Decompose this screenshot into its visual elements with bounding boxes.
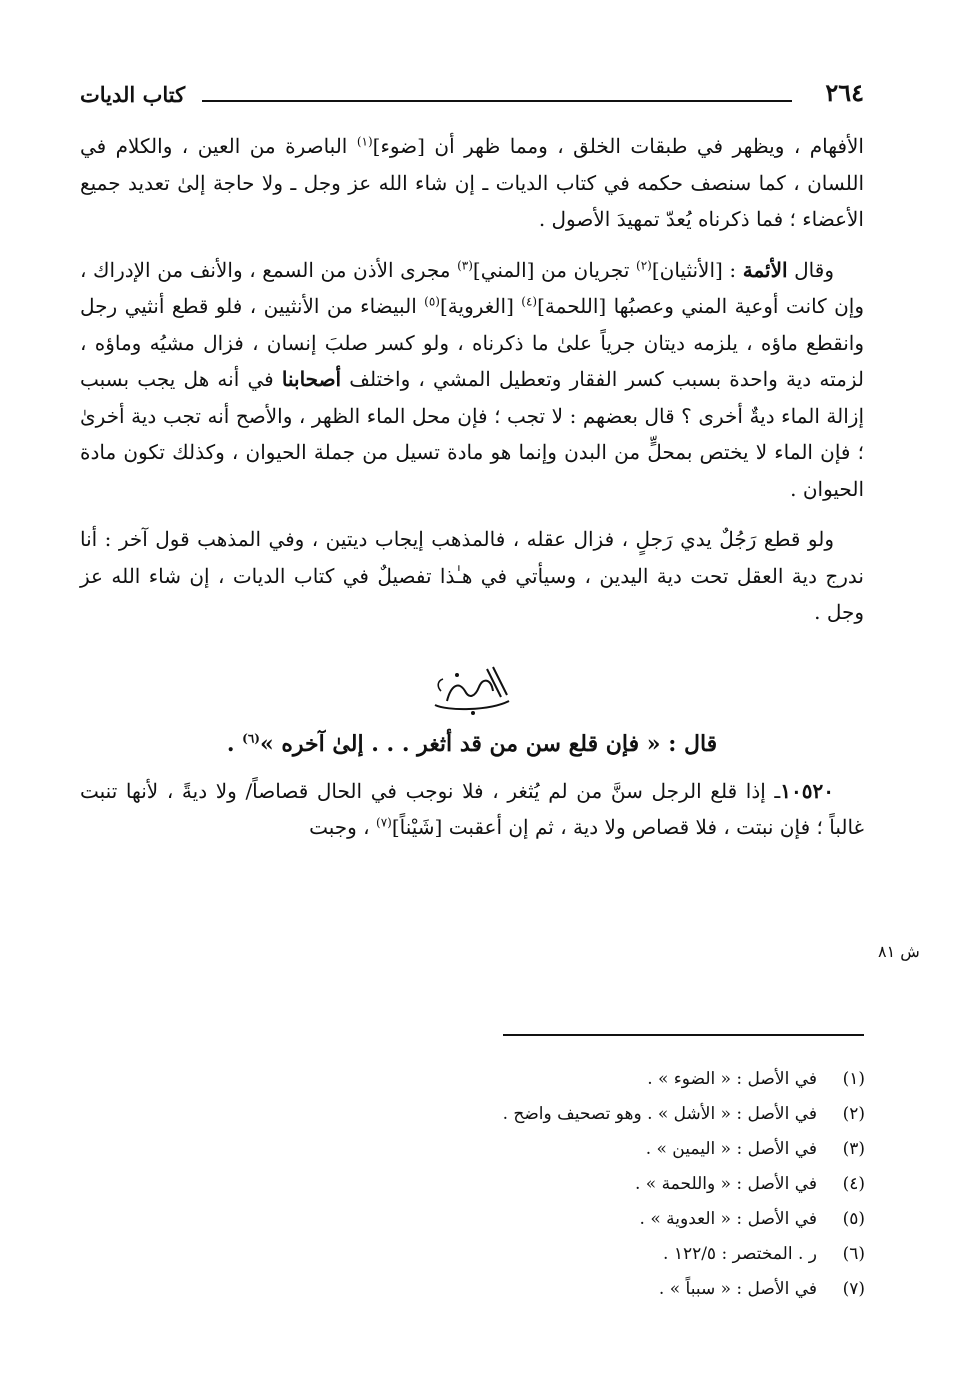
text-run: الأفهام ، ويظهر في طبقات الخلق ، ومما ظهر أن [ضوء] <box>372 134 864 158</box>
footnote <box>165 1167 865 1202</box>
footnote-ref: (٥) <box>424 294 440 309</box>
footnote-text: في الأصل : « واللحمة » . <box>634 1174 817 1194</box>
paragraph-2 <box>80 252 864 508</box>
page-header <box>80 78 864 114</box>
footnote-text: في الأصل : « الأشل » . وهو تصحيف واضح . <box>502 1104 817 1124</box>
section-heading <box>80 727 864 761</box>
text-run: وقال <box>787 257 834 282</box>
footnote-number: (٦) <box>842 1244 865 1264</box>
footnote-ref: (١) <box>356 134 373 149</box>
footnote-number: (٧) <box>842 1279 865 1299</box>
footnote-text: في الأصل : « سبباً » . <box>658 1279 817 1299</box>
header-rule <box>202 100 792 102</box>
footnote <box>165 1097 865 1132</box>
footnote-ref: (٤) <box>521 294 538 309</box>
paragraph-number: ١٠٥٢٠ <box>780 778 835 803</box>
footnote-text: في الأصل : « اليمين » . <box>645 1139 817 1159</box>
footnote-ref: (٦) <box>242 731 260 746</box>
footnote-number: (٣) <box>842 1139 865 1159</box>
footnote-text: في الأصل : « العدوية » . <box>639 1209 817 1229</box>
main-text <box>80 128 864 846</box>
footnote-number: (١) <box>842 1069 865 1089</box>
section-heading-text: قال : « فإن قلع سن من قد أثغر . . . إلىٰ آخره » <box>259 730 718 757</box>
bold-term: أصحابنا <box>281 367 342 391</box>
footnote <box>165 1132 865 1167</box>
footnote-text: في الأصل : « الضوء » . <box>647 1069 817 1089</box>
footnote-ref: (٧) <box>376 815 392 830</box>
bold-term: الأئمة <box>742 257 788 282</box>
footnote-number: (٤) <box>842 1174 865 1194</box>
footnote-number: (٢) <box>842 1104 865 1124</box>
footnote-ref: (٣) <box>457 257 473 272</box>
footnotes-rule <box>503 1034 864 1036</box>
margin-note: ش ٨١ <box>878 942 920 961</box>
paragraph-text-end: ، وجبت <box>309 815 376 839</box>
text-run: تجريان من [المني] <box>472 257 636 282</box>
section-ornament <box>80 661 864 721</box>
footnote <box>165 1272 865 1307</box>
footnote <box>165 1237 865 1272</box>
paragraph-3 <box>80 521 864 631</box>
text-run: مجرى الأذن من السمع ، والأنف من الإدراك ، وإن كانت أوعية المني وعصبُها [اللحمة] <box>80 257 864 318</box>
numbered-paragraph <box>80 773 864 846</box>
section-heading-end: . <box>226 730 243 757</box>
footnote <box>165 1202 865 1237</box>
fasl-ornament-icon <box>427 661 517 719</box>
text-run: ولو قطع رَجُلٌ يدي رَجلٍ ، فزال عقله ، فالمذهب إيجاب ديتين ، وفي المذهب قول آخر : أنا ندرج دية العقل تحت دية اليدين ، وسيأتي في هـٰذا تفصيلٌ في كتاب الديات ، إن شاء الله عز وجل . <box>80 527 864 624</box>
text-run: : [الأنثيان] <box>651 257 743 282</box>
text-run: [الغروية] <box>439 294 522 318</box>
text-run: البيضاء من الأنثيين ، فلو قطع أنثيي رجل وانقطع ماؤه ، يلزمه ديتان جرياً علىٰ ما ذكرناه ، ولو كسر صلبَ إنسان ، فزال مشيُه وماؤه ، لزمته دية واحدة بسبب كسر الفقار وتعطيل المشي ، واختلف <box>80 294 864 391</box>
paragraph-1 <box>80 128 864 238</box>
footnotes <box>165 1062 865 1307</box>
text-run: الباصرة من العين ، والكلام في اللسان ، كما سنصف حكمه في كتاب الديات ـ إن شاء الله عز وجل ـ ولا حاجة إلىٰ تعديد جميع الأعضاء ؛ فما ذكرناه يُعدّ تمهيدَ الأصول . <box>80 134 864 231</box>
text-run: في أنه هل يجب بسبب إزالة الماء ديةٌ أخرى ؟ قال بعضهم : لا تجب ؛ فإن محل الماء الظهر ، والأصح أنه تجب دية أخرىٰ ؛ فإن الماء لا يختص بمحلٍّ من البدن وإنما هو مادة تسيل من جملة الحيوان ، وكذلك تكون مادة الحيوان . <box>80 367 865 501</box>
footnote-number: (٥) <box>842 1209 865 1229</box>
paragraph-text: ـ إذا قلع الرجل سنَّ من لم يُثغر ، فلا نوجب في الحال قصاصاً/ ولا ديةً ، لأنها تنبت غالباً ؛ فإن نبتت ، فلا قصاص ولا دية ، ثم إن أعقبت [شَيْناً] <box>80 778 864 839</box>
footnote-ref: (٢) <box>636 257 652 272</box>
running-title: كتاب الديات <box>80 82 186 107</box>
page-number: ٢٦٤ <box>825 78 864 107</box>
footnote <box>165 1062 865 1097</box>
footnote-text: ر . المختصر : ١٢٢/٥ . <box>663 1244 817 1264</box>
